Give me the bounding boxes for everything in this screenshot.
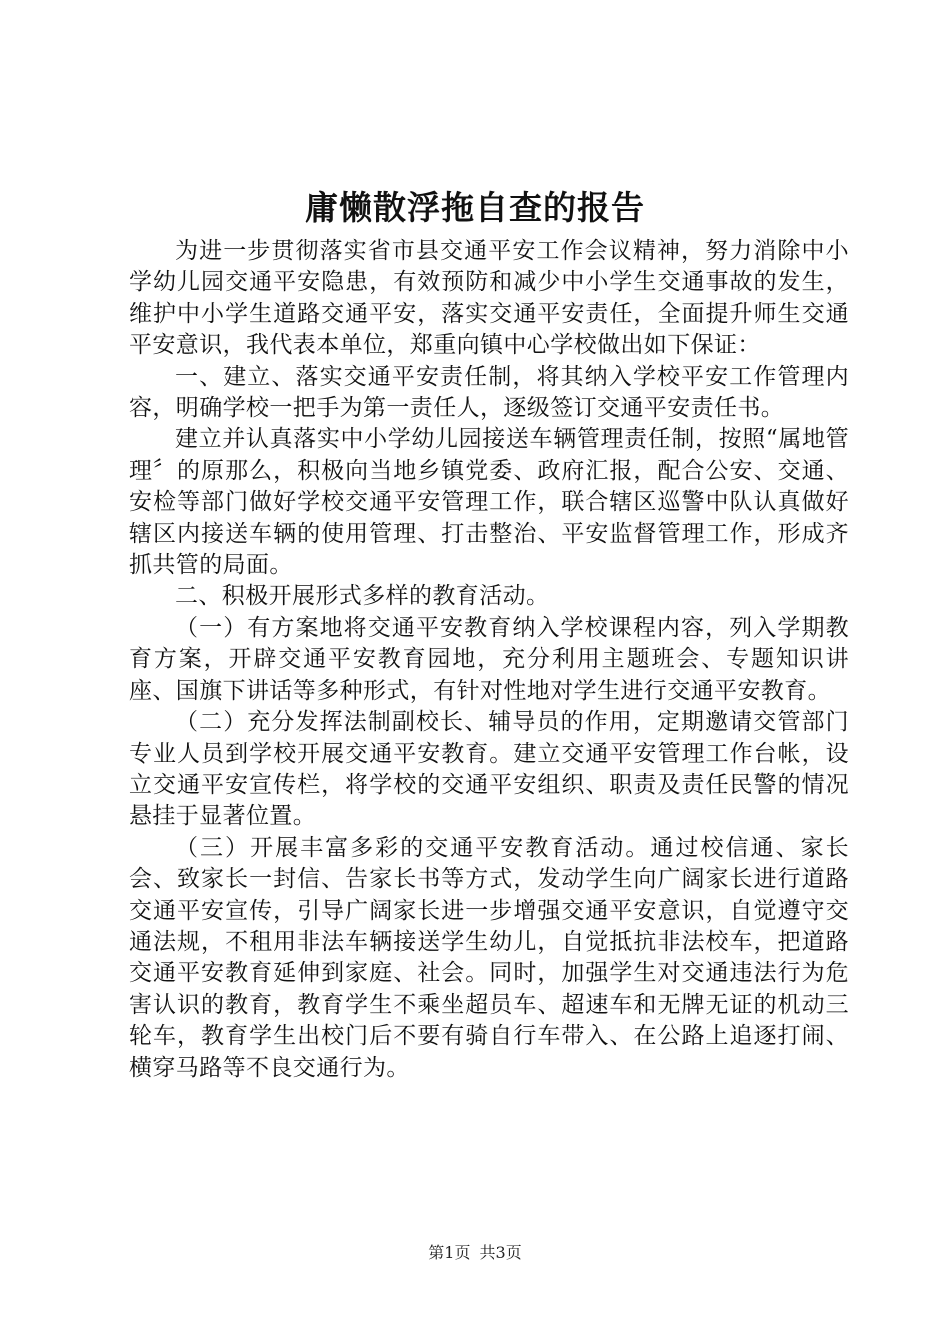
paragraph-section-1: 一、建立、落实交通平安责任制，将其纳入学校平安工作管理内容，明确学校一把手为第一责任人，逐级签订交通平安责任书。 xyxy=(129,363,849,422)
paragraph-intro: 为进一步贯彻落实省市县交通平安工作会议精神，努力消除中小学幼儿园交通平安隐患，有效预防和减少中小学生交通事故的发生，维护中小学生道路交通平安，落实交通平安责任，全面提升师生交通平安意识，我代表本单位，郑重向镇中心学校做出如下保证： xyxy=(129,238,849,359)
paragraph-item-3: （三）开展丰富多彩的交通平安教育活动。通过校信通、家长会、致家长一封信、告家长书等方式，发动学生向广阔家长进行道路交通平安宣传，引导广阔家长进一步增强交通平安意识，自觉遵守交通法规，不租用非法车辆接送学生幼儿，自觉抵抗非法校车，把道路交通平安教育延伸到家庭、社会。同时，加强学生对交通违法行为危害认识的教育，教育学生不乘坐超员车、超速车和无牌无证的机动三轮车，教育学生出校门后不要有骑自行车带入、在公路上追逐打闹、横穿马路等不良交通行为。 xyxy=(129,834,849,1081)
paragraph-item-1: （一）有方案地将交通平安教育纳入学校课程内容，列入学期教育方案，开辟交通平安教育园地，充分利用主题班会、专题知识讲座、国旗下讲话等多种形式，有针对性地对学生进行交通平安教育。 xyxy=(129,614,849,704)
paragraph-section-2: 二、积极开展形式多样的教育活动。 xyxy=(175,583,550,610)
paragraph-item-2: （二）充分发挥法制副校长、辅导员的作用，定期邀请交管部门专业人员到学校开展交通平安教育。建立交通平安管理工作台帐，设立交通平安宣传栏，将学校的交通平安组织、职责及责任民警的情况悬挂于显著位置。 xyxy=(129,709,849,830)
page-total: 共3页 xyxy=(479,1243,522,1262)
page-footer xyxy=(0,1242,950,1264)
document-title: 庸懒散浮拖自查的报告 xyxy=(305,188,645,227)
paragraph-vehicle-management: 建立并认真落实中小学幼儿园接送车辆管理责任制，按照“属地管理〞的原那么，积极向当地乡镇党委、政府汇报，配合公安、交通、安检等部门做好学校交通平安管理工作，联合辖区巡警中队认真做好辖区内接送车辆的使用管理、打击整治、平安监督管理工作，形成齐抓共管的局面。 xyxy=(129,426,849,579)
document-body xyxy=(129,236,849,1084)
page-number: 第1页 xyxy=(428,1243,471,1262)
